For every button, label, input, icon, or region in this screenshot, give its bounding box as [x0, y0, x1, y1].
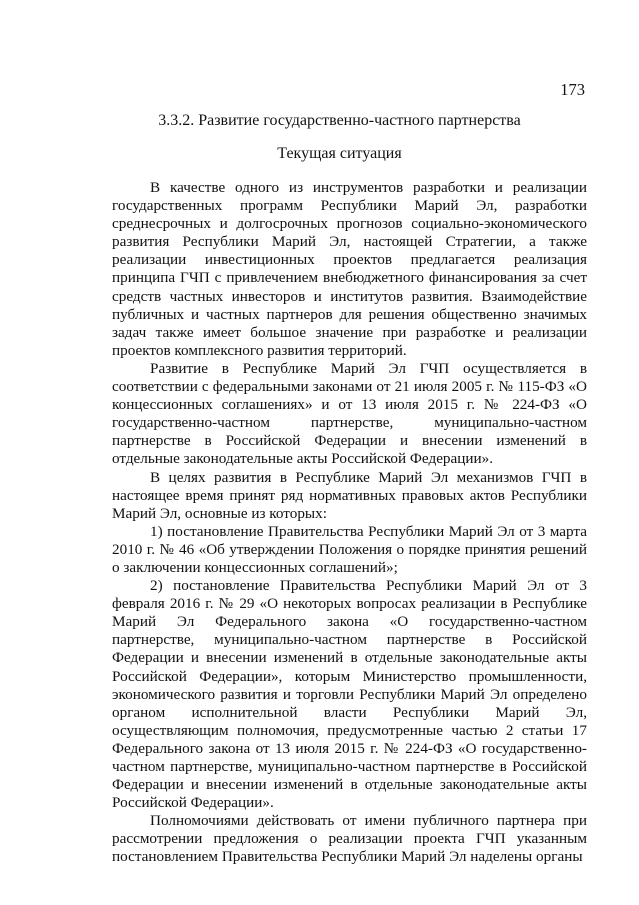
document-body — [112, 179, 587, 867]
page-number: 173 — [560, 80, 585, 99]
paragraph-legal-basis: Развитие в Республике Марий Эл ГЧП осуществляется в соответствии с федеральными законами от 21 июля 2005 г. № 115-ФЗ «О концессионных соглашениях» и от 13 июля 2015 г. № 224-ФЗ «О государственно-частном партнерстве, муниципально-частном партнерстве в Российской Федерации и внесении изменений в отдельные законодательные акты Российской Федерации». — [112, 359, 587, 468]
list-item-2: 2) постановление Правительства Республики Марий Эл от 3 февраля 2016 г. № 29 «О некоторых вопросах реализации в Республике Марий Эл Федерального закона «О государственно-частном партнерстве, муниципально-частном партнерстве в Российской Федерации и внесении изменений в отдельные законодательные акты Российской Федерации», которым Министерство промышленности, экономического развития и торговли Республики Марий Эл определено органом исполнительной власти Республики Марий Эл, осуществляющим полномочия, предусмотренные частью 2 статьи 17 Федерального закона от 13 июля 2015 г. № 224-ФЗ «О государственно-частном партнерстве, муниципально-частном партнерстве в Российской Федерации и внесении изменений в отдельные законодательные акты Российской Федерации». — [112, 577, 587, 812]
paragraph-regulatory-acts: В целях развития в Республике Марий Эл механизмов ГЧП в настоящее время принят ряд нормативных правовых актов Республики Марий Эл, основные из которых: — [112, 468, 587, 522]
subsection-heading: Текущая ситуация — [277, 145, 402, 162]
paragraph-powers: Полномочиями действовать от имени публичного партнера при рассмотрении предложения о реализации проекта ГЧП указанным постановлением Правительства Республики Марий Эл наделены органы — [112, 812, 587, 866]
section-heading: 3.3.2. Развитие государственно-частного партнерства — [158, 112, 521, 129]
list-item-1: 1) постановление Правительства Республики Марий Эл от 3 марта 2010 г. № 46 «Об утверждении Положения о порядке принятия решений о заключении концессионных соглашений»; — [112, 522, 587, 576]
paragraph-intro: В качестве одного из инструментов разработки и реализации государственных программ Республики Марий Эл, разработки среднесрочных и долгосрочных прогнозов социально-экономического развития Республики Марий Эл, настоящей Стратегии, а также реализации инвестиционных проектов предлагается реализация принципа ГЧП с привлечением внебюджетного финансирования за счет средств частных инвесторов и институтов развития. Взаимодействие публичных и частных партнеров для решения общественно значимых задач также имеет большое значение при разработке и реализации проектов комплексного развития территорий. — [112, 179, 587, 359]
